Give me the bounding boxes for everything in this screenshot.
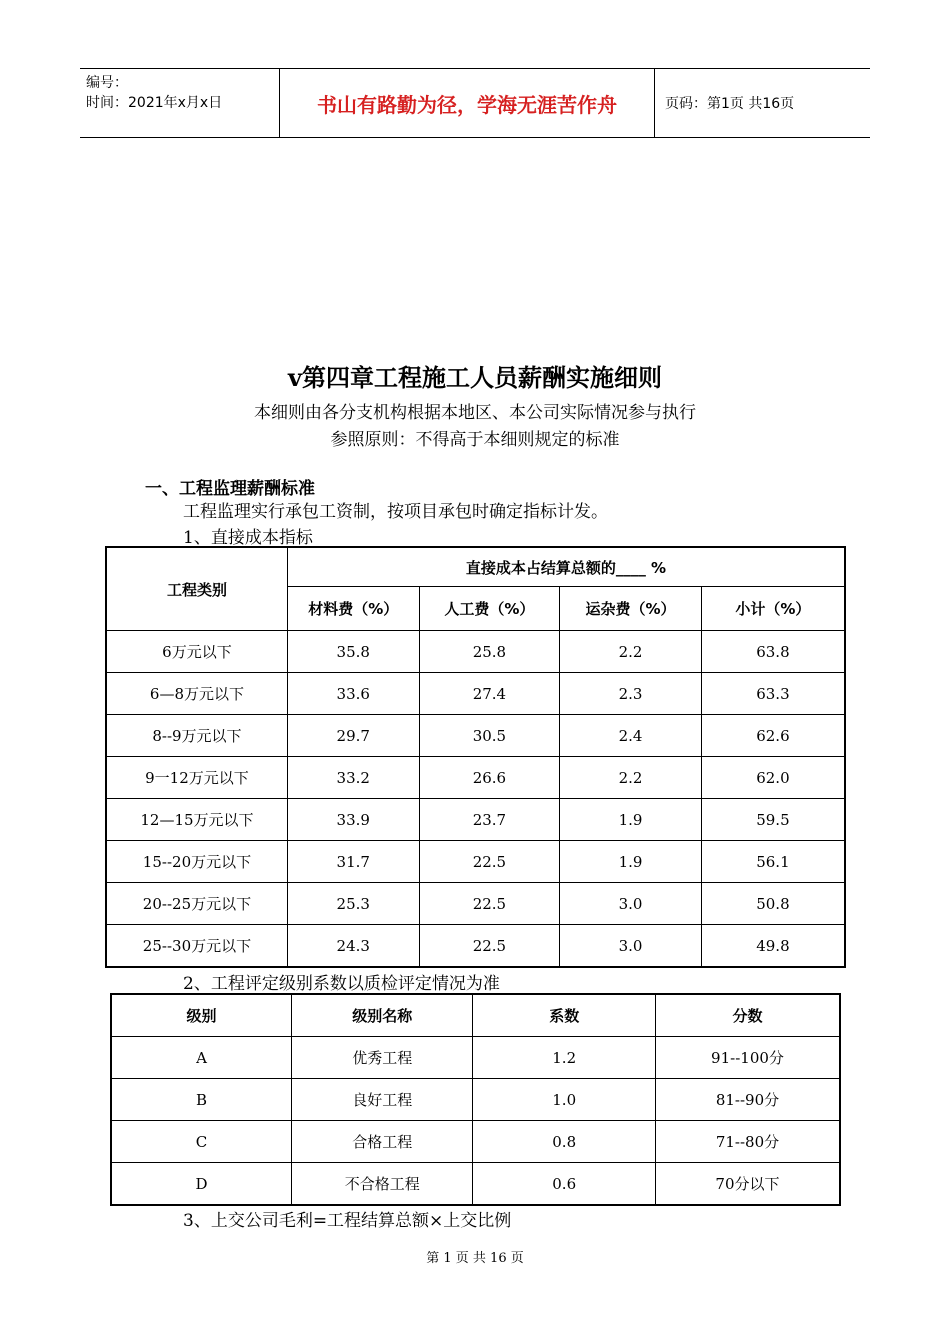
paragraph-2: 1、直接成本指标	[183, 528, 313, 548]
paragraph-1: 工程监理实行承包工资制，按项目承包时确定指标计发。	[183, 502, 608, 522]
table-row	[106, 715, 845, 757]
table-cell: 0.8	[473, 1121, 656, 1163]
table-cell: 25.8	[419, 631, 560, 673]
table-cell: 15--20万元以下	[106, 841, 287, 883]
table-cell: 8--9万元以下	[106, 715, 287, 757]
grade-coefficient-table	[110, 993, 841, 1206]
col-header-grade: 级别	[111, 994, 291, 1037]
table-cell: 91--100分	[655, 1037, 840, 1079]
col-header-score: 分数	[655, 994, 840, 1037]
table-cell: 62.6	[701, 715, 845, 757]
subtitle-1: 本细则由各分支机构根据本地区、本公司实际情况参与执行	[254, 403, 696, 423]
table-row	[111, 1163, 840, 1206]
table-row	[106, 631, 845, 673]
table-cell: 20--25万元以下	[106, 883, 287, 925]
table-row	[106, 841, 845, 883]
table-cell: 22.5	[419, 883, 560, 925]
subtitle-2: 参照原则：不得高于本细则规定的标准	[330, 430, 620, 450]
table-row	[106, 673, 845, 715]
category-header: 工程类别	[106, 547, 287, 631]
table-cell: 49.8	[701, 925, 845, 968]
direct-cost-table	[105, 546, 846, 968]
table-cell: 30.5	[419, 715, 560, 757]
table-cell: 3.0	[560, 883, 702, 925]
table-cell: 1.0	[473, 1079, 656, 1121]
document-title: v第四章工程施工人员薪酬实施细则	[288, 363, 662, 392]
col-header-coefficient: 系数	[473, 994, 656, 1037]
time-label: 时间：2021年x月x日	[86, 95, 223, 111]
table-cell: 1.2	[473, 1037, 656, 1079]
table-cell: 3.0	[560, 925, 702, 968]
section-heading: 一、工程监理薪酬标准	[145, 479, 315, 499]
table-cell: 6万元以下	[106, 631, 287, 673]
table-cell: C	[111, 1121, 291, 1163]
table-cell: 22.5	[419, 841, 560, 883]
col-header-grade-name: 级别名称	[291, 994, 472, 1037]
header-meta	[80, 69, 280, 137]
number-label: 编号：	[86, 75, 128, 91]
table-cell: B	[111, 1079, 291, 1121]
table-row	[106, 925, 845, 968]
table-cell: 50.8	[701, 883, 845, 925]
table-cell: 70分以下	[655, 1163, 840, 1206]
table-cell: D	[111, 1163, 291, 1206]
table-cell: 27.4	[419, 673, 560, 715]
table-row	[111, 1079, 840, 1121]
table-cell: 31.7	[287, 841, 419, 883]
table-cell: 63.3	[701, 673, 845, 715]
table-cell: 1.9	[560, 799, 702, 841]
table-cell: 0.6	[473, 1163, 656, 1206]
table-cell: 56.1	[701, 841, 845, 883]
table-cell: 2.2	[560, 631, 702, 673]
table-row	[106, 799, 845, 841]
table-cell: 12—15万元以下	[106, 799, 287, 841]
table-cell: 25.3	[287, 883, 419, 925]
table-cell: 29.7	[287, 715, 419, 757]
header-page-info: 页码：第1页 共16页	[665, 96, 795, 112]
table-cell: 35.8	[287, 631, 419, 673]
col-header-subtotal: 小计（%）	[701, 587, 845, 631]
table-row	[106, 883, 845, 925]
table-cell: 33.2	[287, 757, 419, 799]
table-cell: 23.7	[419, 799, 560, 841]
col-header-transport: 运杂费（%）	[560, 587, 702, 631]
table-cell: A	[111, 1037, 291, 1079]
table-cell: 不合格工程	[291, 1163, 472, 1206]
table-cell: 1.9	[560, 841, 702, 883]
table-cell: 2.2	[560, 757, 702, 799]
table-cell: 2.3	[560, 673, 702, 715]
table-cell: 优秀工程	[291, 1037, 472, 1079]
table-cell: 良好工程	[291, 1079, 472, 1121]
table-cell: 81--90分	[655, 1079, 840, 1121]
table-cell: 63.8	[701, 631, 845, 673]
table-cell: 2.4	[560, 715, 702, 757]
col-header-material: 材料费（%）	[287, 587, 419, 631]
group-header: 直接成本占结算总额的____ %	[287, 547, 845, 587]
table-cell: 33.6	[287, 673, 419, 715]
table-cell: 62.0	[701, 757, 845, 799]
page-header	[80, 68, 870, 138]
paragraph-3: 2、工程评定级别系数以质检评定情况为准	[183, 974, 500, 994]
col-header-labor: 人工费（%）	[419, 587, 560, 631]
table-cell: 25--30万元以下	[106, 925, 287, 968]
table-cell: 9一12万元以下	[106, 757, 287, 799]
table-row	[111, 1037, 840, 1079]
table-cell: 22.5	[419, 925, 560, 968]
table-cell: 71--80分	[655, 1121, 840, 1163]
paragraph-4: 3、上交公司毛利=工程结算总额×上交比例	[183, 1211, 512, 1231]
table-cell: 6—8万元以下	[106, 673, 287, 715]
table-row	[111, 1121, 840, 1163]
table-cell: 33.9	[287, 799, 419, 841]
header-motto: 书山有路勤为径，学海无涯苦作舟	[280, 69, 655, 137]
table-cell: 59.5	[701, 799, 845, 841]
table-cell: 26.6	[419, 757, 560, 799]
table-cell: 合格工程	[291, 1121, 472, 1163]
table-cell: 24.3	[287, 925, 419, 968]
page-footer: 第 1 页 共 16 页	[426, 1251, 524, 1266]
table-row	[106, 757, 845, 799]
